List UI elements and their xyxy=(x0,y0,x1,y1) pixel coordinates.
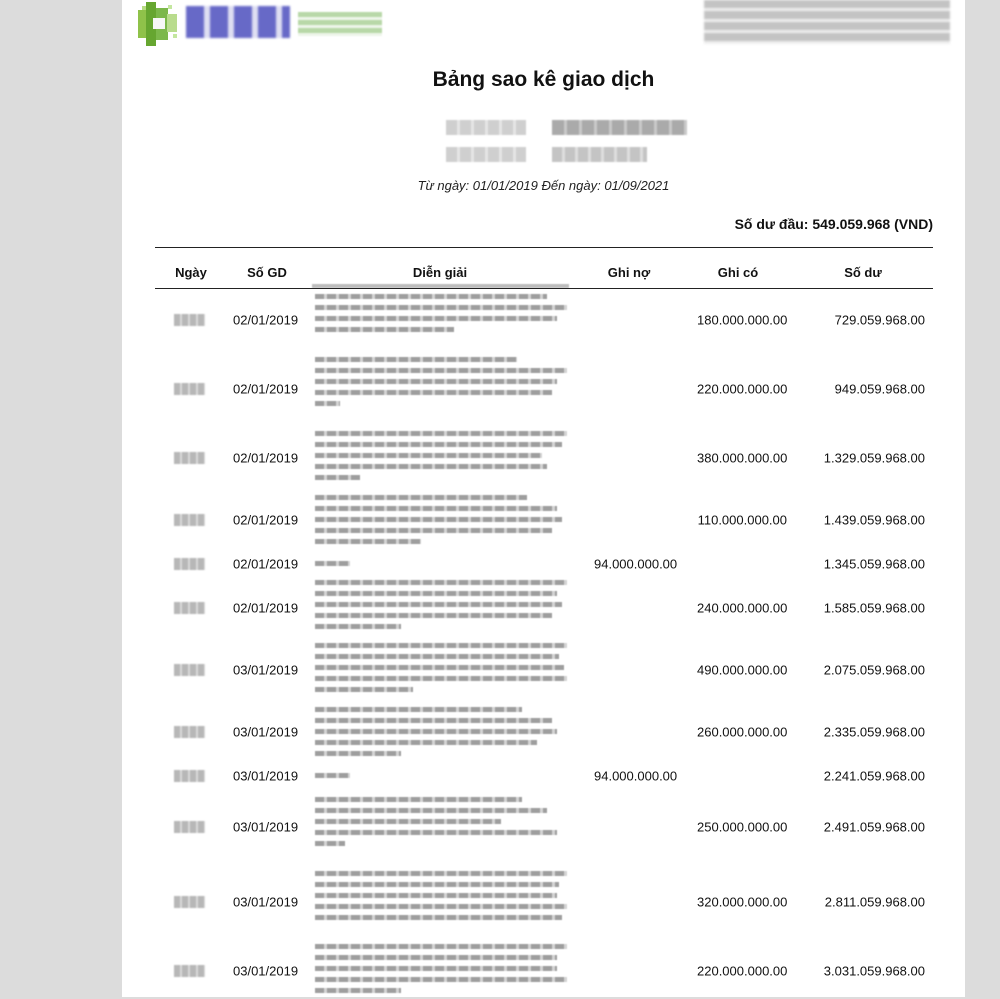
balance-amount: 1.329.059.968.00 xyxy=(823,450,925,466)
redacted-description xyxy=(315,944,567,999)
credit-amount: 220.000.000.00 xyxy=(697,963,788,979)
redacted-date xyxy=(174,965,205,977)
column-header-transaction-number: Số GD xyxy=(247,265,287,280)
transaction-date: 03/01/2019 xyxy=(233,724,299,740)
column-header-date: Ngày xyxy=(175,265,207,280)
transaction-date: 02/01/2019 xyxy=(233,512,299,528)
account-info-redacted-value-1 xyxy=(552,120,687,135)
column-header-debit: Ghi nợ xyxy=(607,265,651,280)
bank-statement-page xyxy=(122,0,965,997)
redacted-description xyxy=(315,580,567,635)
debit-amount: 94.000.000.00 xyxy=(594,556,678,572)
redacted-date xyxy=(174,664,205,676)
redacted-date xyxy=(174,452,205,464)
credit-amount: 250.000.000.00 xyxy=(697,819,788,835)
credit-amount: 240.000.000.00 xyxy=(697,600,788,616)
transaction-date: 02/01/2019 xyxy=(233,381,299,397)
transaction-date: 03/01/2019 xyxy=(233,768,299,784)
column-header-balance: Số dư xyxy=(844,265,882,280)
opening-balance: Số dư đầu: 549.059.968 (VND) xyxy=(734,216,933,232)
transaction-date: 03/01/2019 xyxy=(233,963,299,979)
balance-amount: 2.811.059.968.00 xyxy=(824,894,925,910)
balance-amount: 949.059.968.00 xyxy=(834,381,925,397)
redacted-description xyxy=(315,294,567,338)
table-header-bottom-border xyxy=(155,288,933,289)
transaction-date: 03/01/2019 xyxy=(233,819,299,835)
balance-amount: 1.585.059.968.00 xyxy=(823,600,925,616)
transaction-date: 03/01/2019 xyxy=(233,662,299,678)
credit-amount: 380.000.000.00 xyxy=(697,450,788,466)
redacted-description xyxy=(315,561,567,572)
balance-amount: 2.335.059.968.00 xyxy=(823,724,925,740)
redacted-date xyxy=(174,896,205,908)
redacted-date xyxy=(174,770,205,782)
credit-amount: 110.000.000.00 xyxy=(697,512,787,528)
bank-info-redacted xyxy=(704,0,950,44)
redacted-description xyxy=(315,643,567,698)
balance-amount: 729.059.968.00 xyxy=(834,312,925,328)
credit-amount: 260.000.000.00 xyxy=(697,724,788,740)
redacted-date xyxy=(174,821,205,833)
redacted-date xyxy=(174,726,205,738)
balance-amount: 2.491.059.968.00 xyxy=(823,819,925,835)
credit-amount: 490.000.000.00 xyxy=(697,662,788,678)
redacted-description xyxy=(315,773,567,784)
balance-amount: 3.031.059.968.00 xyxy=(823,963,925,979)
balance-amount: 2.075.059.968.00 xyxy=(823,662,925,678)
redacted-description xyxy=(315,871,567,926)
transaction-date: 02/01/2019 xyxy=(233,450,299,466)
balance-amount: 2.241.059.968.00 xyxy=(823,768,925,784)
bank-logo-subtext xyxy=(298,12,382,36)
account-info-redacted-label-1 xyxy=(446,120,526,135)
redacted-date xyxy=(174,558,205,570)
redacted-description xyxy=(315,431,567,486)
account-info-redacted-label-2 xyxy=(446,147,526,162)
debit-amount: 94.000.000.00 xyxy=(594,768,678,784)
credit-amount: 220.000.000.00 xyxy=(697,381,788,397)
redacted-description xyxy=(315,357,567,412)
redacted-date xyxy=(174,514,205,526)
table-top-border xyxy=(155,247,933,248)
redacted-description xyxy=(315,707,567,762)
transaction-date: 02/01/2019 xyxy=(233,600,299,616)
transaction-date: 02/01/2019 xyxy=(233,556,299,572)
balance-amount: 1.439.059.968.00 xyxy=(823,512,925,528)
column-header-credit: Ghi có xyxy=(717,265,759,280)
column-header-description: Diễn giải xyxy=(412,265,468,280)
redacted-description xyxy=(315,495,567,550)
credit-amount: 180.000.000.00 xyxy=(697,312,788,328)
redacted-date xyxy=(174,314,205,326)
account-info-redacted-value-2 xyxy=(552,147,647,162)
redacted-date xyxy=(174,602,205,614)
bank-logo-mark-icon xyxy=(138,2,182,46)
bank-logo-wordmark xyxy=(186,6,290,38)
redacted-description xyxy=(315,797,567,852)
statement-title: Bảng sao kê giao dịch xyxy=(432,68,655,91)
transaction-date: 02/01/2019 xyxy=(233,312,299,328)
balance-amount: 1.345.059.968.00 xyxy=(823,556,925,572)
bank-logo xyxy=(138,2,388,46)
transaction-date: 03/01/2019 xyxy=(233,894,299,910)
credit-amount: 320.000.000.00 xyxy=(697,894,788,910)
redacted-date xyxy=(174,383,205,395)
statement-date-range: Từ ngày: 01/01/2019 Đến ngày: 01/09/2021 xyxy=(417,178,670,193)
